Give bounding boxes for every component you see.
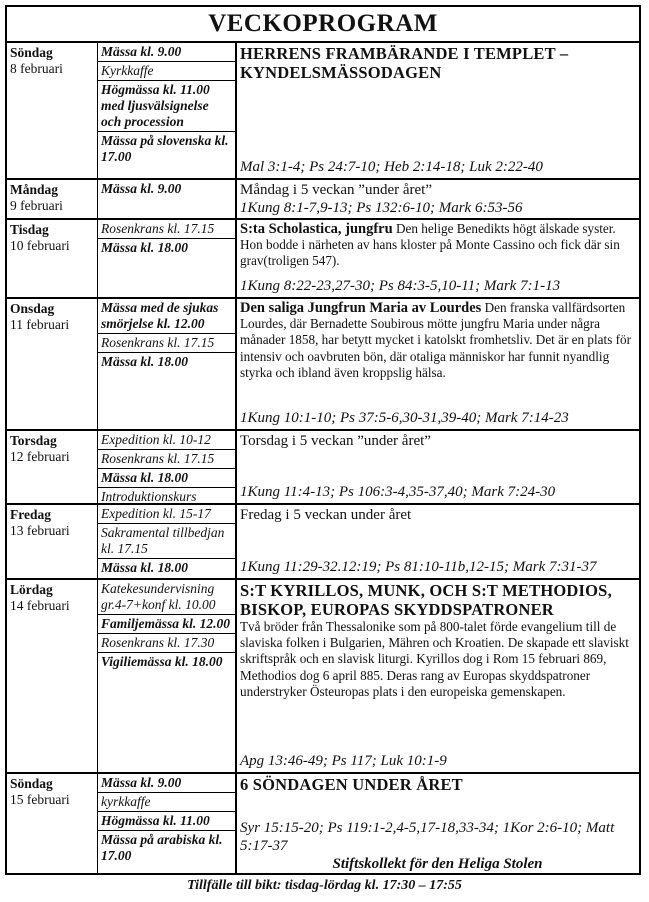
liturgy-cell bbox=[237, 505, 639, 578]
activities-cell bbox=[98, 220, 237, 297]
activity-item: Mässa kl. 9.00 bbox=[98, 43, 235, 62]
liturgy-cell bbox=[237, 774, 639, 875]
saint-text: Den franska vallfärdsorten Lourdes, där Bernadette Soubirous mötte jungfru Maria under några månader 1858, har betytt mycket i katolskt fromhetsliv. Det är en plats för intensiv och oavbruten bön, där otaliga människor har funnit nyandlig styrka och ibland även kroppslig hälsa. bbox=[240, 300, 631, 380]
day-row bbox=[7, 774, 639, 875]
liturgy-cell bbox=[237, 220, 639, 297]
day-date: 9 februari bbox=[10, 198, 63, 213]
day-row bbox=[7, 431, 639, 505]
activities-cell bbox=[98, 505, 237, 578]
day-date: 15 februari bbox=[10, 792, 70, 807]
day-date: 11 februari bbox=[10, 317, 70, 332]
day-row bbox=[7, 43, 639, 180]
activity-item: Sakramental tillbedjan kl. 17.15 bbox=[98, 524, 235, 559]
activity-item: Mässa kl. 9.00 bbox=[98, 774, 235, 793]
day-row bbox=[7, 180, 639, 220]
activity-item: Familjemässa kl. 12.00 bbox=[98, 615, 235, 634]
day-name: Tisdag bbox=[10, 222, 49, 237]
activity-item: Vigiliemässa kl. 18.00 bbox=[101, 654, 223, 669]
activities-cell bbox=[98, 43, 237, 178]
day-row bbox=[7, 299, 639, 431]
day-cell bbox=[7, 43, 98, 178]
activity-item: Kyrkkaffe bbox=[98, 62, 235, 81]
day-name: Onsdag bbox=[10, 301, 55, 316]
liturgy-cell bbox=[237, 431, 639, 503]
activities-cell bbox=[98, 180, 237, 218]
weekday-title: Måndag i 5 veckan ”under året” bbox=[240, 182, 432, 198]
day-name: Torsdag bbox=[10, 433, 57, 448]
weekday-title: Torsdag i 5 veckan ”under året” bbox=[240, 433, 431, 449]
saint-name: Den saliga Jungfrun Maria av Lourdes bbox=[240, 300, 482, 316]
day-date: 8 februari bbox=[10, 61, 63, 76]
activity-item: Introduktionskurs bbox=[101, 489, 197, 504]
activities-cell bbox=[98, 774, 237, 875]
activity-item: kyrkkaffe bbox=[98, 793, 235, 812]
feast-title: 6 SÖNDAGEN UNDER ÅRET bbox=[240, 775, 463, 794]
activity-item: Mässa kl. 18.00 bbox=[98, 469, 235, 488]
saint-text: Den helige Benedikts högt älskade syster. Hon bodde i närheten av hans kloster på Monte Cassino och fick där sin grav(troligen 547). bbox=[240, 221, 620, 269]
readings: 1Kung 8:1-7,9-13; Ps 132:6-10; Mark 6:53-56 bbox=[240, 200, 523, 216]
schedule-table bbox=[5, 5, 641, 875]
feast-title: HERRENS FRAMBÄRANDE I TEMPLET – KYNDELSMÄSSODAGEN bbox=[240, 44, 569, 82]
activity-item: Mässa på slovenska kl. 17.00 bbox=[101, 133, 229, 164]
day-cell bbox=[7, 299, 98, 429]
liturgy-cell bbox=[237, 43, 639, 178]
readings: 1Kung 8:22-23,27-30; Ps 84:3-5,10-11; Mark 7:1-13 bbox=[240, 278, 561, 294]
saint-description bbox=[240, 221, 635, 270]
readings: Apg 13:46-49; Ps 117; Luk 10:1-9 bbox=[240, 753, 447, 769]
day-date: 10 februari bbox=[10, 238, 70, 253]
saint-name: S:ta Scholastica, jungfru bbox=[240, 221, 393, 237]
saint-description bbox=[240, 300, 635, 381]
saint-text: Två bröder från Thessalonike som på 800-talet förde evangelium till de slaviska folken i Bulgarien, Mähren och Kroatien. De skapade ett slaviskt skriftspråk och en slavisk liturgi. Kyrillos dog i Rom 15 februari 869, Methodios dog 6 april 885. Deras rang av Europas skyddspatroner understryker Östeuropas plats i den europeiska gemenskapen. bbox=[240, 619, 629, 699]
activity-item: Mässa med de sjukas smörjelse kl. 12.00 bbox=[98, 299, 235, 334]
day-row bbox=[7, 220, 639, 299]
activity-item: Mässa kl. 18.00 bbox=[101, 354, 189, 369]
activity-item: Mässa kl. 18.00 bbox=[101, 560, 189, 575]
day-date: 13 februari bbox=[10, 523, 70, 538]
activities-cell bbox=[98, 431, 237, 503]
day-row bbox=[7, 580, 639, 774]
day-cell bbox=[7, 431, 98, 503]
activity-item: Rosenkrans kl. 17.15 bbox=[98, 220, 235, 239]
liturgy-cell bbox=[237, 180, 639, 218]
activity-item: Rosenkrans kl. 17.15 bbox=[98, 334, 235, 353]
activity-item: Katekesundervisning gr.4-7+konf kl. 10.00 bbox=[98, 580, 235, 615]
day-cell bbox=[7, 580, 98, 772]
liturgy-cell bbox=[237, 299, 639, 429]
activity-item: Högmässa kl. 11.00 med ljusvälsignelse och procession bbox=[98, 81, 235, 132]
readings: 1Kung 11:4-13; Ps 106:3-4,35-37,40; Mark 7:24-30 bbox=[240, 484, 556, 500]
day-date: 14 februari bbox=[10, 598, 70, 613]
day-cell bbox=[7, 774, 98, 875]
readings: Syr 15:15-20; Ps 119:1-2,4-5,17-18,33-34; 1Kor 2:6-10; Matt 5:17-37 bbox=[240, 820, 615, 854]
day-name: Lördag bbox=[10, 582, 53, 597]
activity-item: Mässa på arabiska kl. 17.00 bbox=[101, 832, 223, 863]
activity-item: Expedition kl. 10-12 bbox=[98, 431, 235, 450]
day-cell bbox=[7, 220, 98, 297]
confession-note: Tillfälle till bikt: tisdag-lördag kl. 17:30 – 17:55 bbox=[187, 878, 462, 893]
liturgy-cell bbox=[237, 580, 639, 772]
activity-item: Rosenkrans kl. 17.15 bbox=[98, 450, 235, 469]
day-name: Söndag bbox=[10, 776, 53, 791]
activities-cell bbox=[98, 299, 237, 429]
activity-item: Högmässa kl. 11.00 bbox=[98, 812, 235, 831]
activity-item: Mässa kl. 9.00 bbox=[101, 181, 182, 196]
feast-title: S:T KYRILLOS, MUNK, OCH S:T METHODIOS, BISKOP, EUROPAS SKYDDSPATRONER bbox=[240, 581, 612, 619]
day-row bbox=[7, 505, 639, 580]
day-name: Fredag bbox=[10, 507, 51, 522]
collection-note: Stiftskollekt för den Heliga Stolen bbox=[332, 856, 543, 872]
activity-item: Rosenkrans kl. 17.30 bbox=[98, 634, 235, 653]
day-cell bbox=[7, 505, 98, 578]
day-cell bbox=[7, 180, 98, 218]
readings: Mal 3:1-4; Ps 24:7-10; Heb 2:14-18; Luk 2:22-40 bbox=[240, 159, 543, 175]
readings: 1Kung 11:29-32.12:19; Ps 81:10-11b,12-15; Mark 7:31-37 bbox=[240, 559, 597, 575]
activities-cell bbox=[98, 580, 237, 772]
weekday-title: Fredag i 5 veckan under året bbox=[240, 507, 412, 523]
readings: 1Kung 10:1-10; Ps 37:5-6,30-31,39-40; Mark 7:14-23 bbox=[240, 410, 569, 426]
day-name: Måndag bbox=[10, 182, 59, 197]
day-date: 12 februari bbox=[10, 449, 70, 464]
activity-item: Expedition kl. 15-17 bbox=[98, 505, 235, 524]
day-name: Söndag bbox=[10, 45, 53, 60]
page-title: VECKOPROGRAM bbox=[7, 7, 639, 43]
activity-item: Mässa kl. 18.00 bbox=[101, 240, 189, 255]
